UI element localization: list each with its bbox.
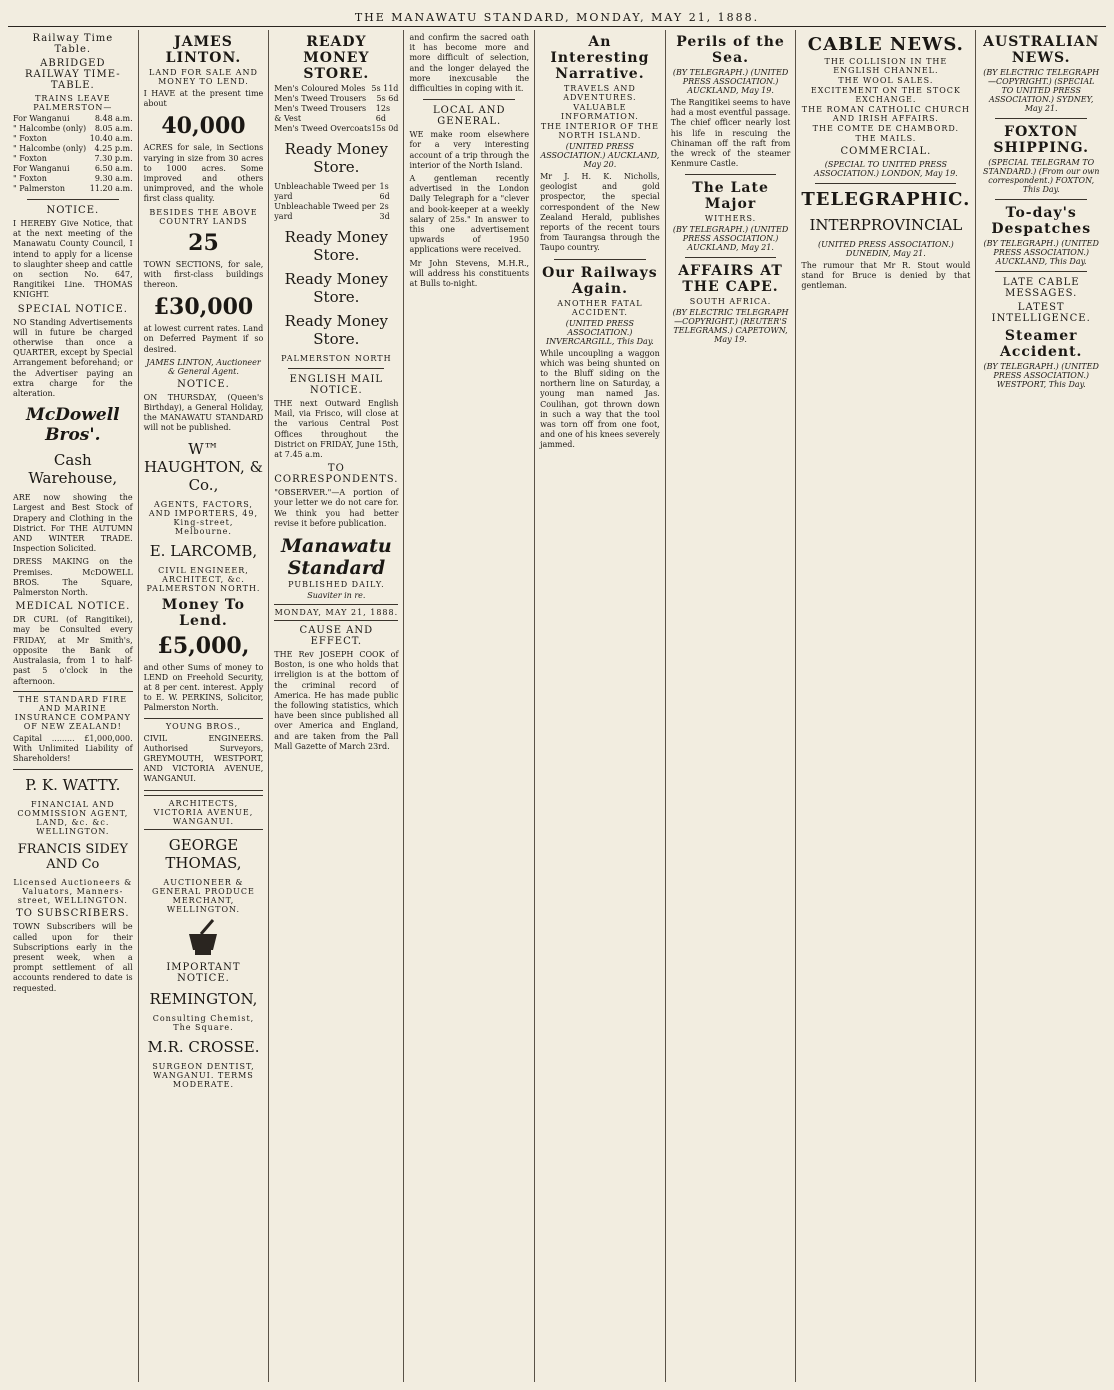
narrative-sub3: THE INTERIOR OF THE NORTH ISLAND.: [540, 122, 659, 140]
youngbros-architects: ARCHITECTS, VICTORIA AVENUE, WANGANUI.: [153, 798, 254, 826]
item-value: 4.25 p.m.: [94, 144, 133, 153]
insurance-title: THE STANDARD FIRE AND MARINE INSURANCE COMPANY OF NEW ZEALAND!: [14, 694, 131, 731]
item-value: 5s 11d: [371, 84, 399, 93]
item-label: Men's Coloured Moles: [274, 84, 366, 93]
item-value: 9.30 a.m.: [94, 174, 133, 183]
linton-intro: I HAVE at the present time about: [143, 89, 264, 109]
crosse-title: M.R. CROSSE.: [147, 1037, 260, 1056]
watty-title: P. K. WATTY.: [25, 776, 121, 795]
ready-money-2: Ready Money Store.: [284, 140, 389, 176]
masthead-motto: Suaviter in re.: [307, 591, 366, 601]
ready-money-location: PALMERSTON NORTH: [281, 354, 392, 363]
narrative-dateline: (UNITED PRESS ASSOCIATION.) AUCKLAND, May 20.: [540, 142, 660, 169]
item-label: For Wanganui: [13, 114, 70, 123]
narrative-sub1: TRAVELS AND ADVENTURES.: [563, 84, 637, 102]
item-label: Men's Tweed Trousers & Vest: [274, 104, 367, 123]
item-value: 1s 6d: [379, 182, 390, 201]
list-item: [274, 202, 398, 222]
cable-sub6: THE MAILS.: [855, 134, 917, 143]
railway-title: Railway Time Table.: [32, 33, 114, 55]
list-item: [274, 84, 398, 94]
linton-acres: ACRES for sale, in Sections varying in size from 30 acres to 1000 acres. Some improved and others unimproved, and the whole first class quality.: [143, 143, 264, 204]
railway-leave: TRAINS LEAVE PALMERSTON—: [33, 94, 113, 112]
list-item: [13, 144, 133, 154]
list-item: [13, 164, 133, 174]
telegraphic-title: TELEGRAPHIC.: [801, 189, 971, 210]
latest-intelligence-heading: LATEST INTELLIGENCE.: [991, 302, 1091, 324]
correspondents-heading: TO CORRESPONDENTS.: [274, 463, 399, 486]
subscribers-text: TOWN Subscribers will be called upon for their Subscriptions early in the present week, when a prompt settlement of all accounts rendered to date is requested.: [13, 922, 133, 993]
list-item: [13, 184, 133, 194]
item-label: Unbleachable Tweed per yard: [274, 182, 376, 201]
list-item: [13, 174, 133, 184]
item-value: 8.05 a.m.: [94, 124, 133, 133]
medical-heading: MEDICAL NOTICE.: [15, 601, 131, 613]
foxton-dateline: (SPECIAL TELEGRAM TO STANDARD.) (From our own correspondent.) FOXTON, This Day.: [983, 158, 1100, 194]
railway-subtitle: ABRIDGED RAILWAY TIME-TABLE.: [25, 58, 121, 91]
item-label: " Palmerston: [13, 184, 66, 193]
linton-signature: JAMES LINTON, Auctioneer & General Agent.: [146, 357, 261, 376]
newspaper-columns: [8, 30, 1106, 1382]
paper-title-date: THE MANAWATU STANDARD, MONDAY, MAY 21, 1888.: [354, 10, 760, 24]
masthead-sub: PUBLISHED DAILY.: [288, 580, 385, 590]
linton-sections: TOWN SECTIONS, for sale, with first-class buildings thereon.: [143, 259, 264, 290]
sections-number: 25: [188, 229, 219, 256]
railways-title: Our Railways Again.: [542, 264, 658, 297]
linton-sub: LAND FOR SALE AND MONEY TO LEND.: [149, 68, 258, 86]
list-item: [13, 154, 133, 164]
holiday-notice-heading: NOTICE.: [177, 378, 230, 390]
linton-besides: BESIDES THE ABOVE COUNTRY LANDS: [149, 207, 258, 226]
linton-rates: at lowest current rates. Land on Deferred Payment if so desired.: [143, 324, 264, 354]
item-value: 7.30 p.m.: [94, 154, 133, 163]
item-value: 6.50 a.m.: [94, 164, 133, 173]
column-7: [796, 30, 976, 1382]
steamer-accident-title: Steamer Accident.: [999, 328, 1083, 360]
cape-title: AFFAIRS AT THE CAPE.: [678, 263, 783, 296]
narrative-text: Mr J. H. K. Nicholls, geologist and gold prospector, the special correspondent of the New Zealand Herald, publishes reports of the recent tours from Taurangsa through the Taupo country.: [540, 172, 660, 253]
major-dateline: (BY TELEGRAPH.) (UNITED PRESS ASSOCIATION.) AUCKLAND, May 21.: [672, 225, 789, 253]
ready-money-title: READY MONEY STORE.: [303, 34, 370, 82]
mail-notice-heading: ENGLISH MAIL NOTICE.: [289, 374, 384, 396]
item-label: Men's Tweed Overcoats: [274, 124, 372, 133]
list-item: [13, 134, 133, 144]
crosse-sub: SURGEON DENTIST, WANGANUI. TERMS MODERATE.: [152, 1061, 255, 1089]
notice-heading: NOTICE.: [46, 205, 100, 216]
list-item: [274, 124, 398, 134]
railways-dateline: (UNITED PRESS ASSOCIATION.) INVERCARGILL, This Day.: [545, 318, 654, 346]
remington-sub: Consulting Chemist, The Square.: [152, 1013, 255, 1032]
cable-sub3: EXCITEMENT ON THE STOCK EXCHANGE.: [810, 86, 961, 104]
dressmaking-text: DRESS MAKING on the Premises. McDOWELL BROS. The Square, Palmerston North.: [13, 557, 133, 598]
item-label: " Halcombe (only): [13, 124, 87, 133]
perils-dateline: (BY TELEGRAPH.) (UNITED PRESS ASSOCIATION.) AUCKLAND, May 19.: [672, 68, 789, 95]
item-label: " Halcombe (only): [13, 144, 87, 153]
haughton-title: W™ HAUGHTON, & Co.,: [143, 439, 263, 494]
cable-news-title: CABLE NEWS.: [807, 34, 964, 55]
mortar-pestle-icon: [181, 918, 225, 958]
item-value: 8.48 a.m.: [94, 114, 133, 123]
mcdowell-subtitle: Cash Warehouse,: [28, 451, 118, 488]
cape-sub: SOUTH AFRICA.: [689, 297, 772, 307]
larcomb-title: E. LARCOMB,: [149, 541, 258, 560]
thomas-sub: AUCTIONEER & GENERAL PRODUCE MERCHANT, WELLINGTON.: [152, 877, 255, 914]
youngbros-title: YOUNG BROS.,: [165, 721, 242, 731]
column-8: [976, 30, 1106, 1382]
list-item: [274, 104, 398, 124]
holiday-notice-text: ON THURSDAY, (Queen's Birthday), a General Holiday, the MANAWATU STANDARD will not be published.: [143, 392, 264, 433]
medical-text: DR CURL (of Rangitikei), may be Consulted every FRIDAY, at Mr Smith's, opposite the Bank of Australasia, from 1 to half-past 5 o'clock in the afternoon.: [13, 615, 133, 686]
thomas-title: GEORGE THOMAS,: [165, 835, 242, 872]
important-notice-heading: IMPORTANT NOTICE.: [166, 961, 241, 984]
mcdowell-text: ARE now showing the Largest and Best Stock of Drapery and Clothing in the District. For THE AUTUMN AND WINTER TRADE. Inspection Solicited.: [13, 493, 133, 554]
larcomb-sub: CIVIL ENGINEER, ARCHITECT, &c. PALMERSTON NORTH.: [146, 565, 261, 593]
mcdowell-title: McDowell Bros'.: [26, 405, 120, 446]
item-label: Men's Tweed Trousers: [274, 94, 367, 103]
item-label: Unbleachable Tweed per yard: [274, 202, 376, 221]
cape-dateline: (BY ELECTRIC TELEGRAPH—COPYRIGHT.) (REUTER'S TELEGRAMS.) CAPETOWN, May 19.: [672, 308, 789, 345]
steamer-dateline: (BY TELEGRAPH.) (UNITED PRESS ASSOCIATION.) WESTPORT, This Day.: [983, 362, 1099, 389]
money-amount: £5,000,: [157, 632, 250, 659]
despatches-dateline: (BY TELEGRAPH.) (UNITED PRESS ASSOCIATION.) AUCKLAND, This Day.: [983, 239, 1099, 266]
watty-sub: FINANCIAL AND COMMISSION AGENT, LAND, &c. &c. WELLINGTON.: [17, 800, 129, 837]
price-list-2: [274, 182, 398, 222]
item-value: 2s 3d: [379, 202, 390, 221]
australian-dateline: (BY ELECTRIC TELEGRAPH—COPYRIGHT.) (SPECIAL TO UNITED PRESS ASSOCIATION.) SYDNEY, May 21.: [983, 68, 1100, 113]
sidey-sub: Licensed Auctioneers & Valuators, Manners-street, WELLINGTON.: [13, 878, 133, 906]
special-notice-text: NO Standing Advertisements will in future be charged otherwise than once a QUARTER, except by Special Arrangement beforehand; or the Advertiser paying an extra charge for the alteration.: [13, 317, 133, 399]
perils-title: Perils of the Sea.: [676, 34, 785, 66]
foxton-shipping-title: FOXTON SHIPPING.: [993, 124, 1090, 156]
item-label: " Foxton: [13, 154, 47, 163]
acres-number: 40,000: [161, 113, 246, 140]
column-4: [404, 30, 535, 1382]
perils-text: The Rangitikei seems to have had a most eventful passage. The chief officer nearly lost his life in rescuing the Chinaman off the raft from the wreck of the steamer Kenmure Castle.: [670, 98, 791, 169]
masthead-bar: [8, 8, 1106, 27]
timetable: [13, 114, 133, 194]
sidey-title: FRANCIS SIDEY AND Co: [17, 842, 128, 873]
item-label: " Foxton: [13, 174, 47, 183]
major-sub: WITHERS.: [704, 214, 757, 224]
list-item: [274, 182, 398, 202]
column-1: [8, 30, 139, 1382]
money-lend-title: Money To Lend.: [161, 596, 245, 629]
railways-text: While uncoupling a waggon which was being shunted on to the Bluff siding on the northern line on Saturday, a young man named Jas. Coulihan, got thrown down in such a way that the tool was torn off from one foot, and one of his knees severely jammed.: [540, 348, 660, 450]
price-list: [274, 84, 398, 134]
ready-money-3: Ready Money Store.: [284, 228, 389, 264]
despatches-title: To-day's Despatches: [991, 205, 1092, 237]
item-label: " Foxton: [13, 134, 47, 143]
money-text: and other Sums of money to LEND on Freehold Security, at 8 per cent. interest. Apply to E. W. PERKINS, Solicitor, Palmerston North.: [143, 662, 264, 713]
column-3: [269, 30, 404, 1382]
loan-amount: £30,000: [153, 294, 254, 321]
item-value: 10.40 a.m.: [89, 134, 133, 143]
cable-sub2: THE WOOL SALES.: [838, 76, 934, 85]
issue-date: MONDAY, MAY 21, 1888.: [274, 608, 399, 618]
correspondents-text: "OBSERVER."—A portion of your letter we do not care for. We think you had better revise it before publication.: [274, 488, 399, 528]
column-5: [535, 30, 666, 1382]
cable-sub1: THE COLLISION IN THE ENGLISH CHANNEL.: [824, 57, 948, 75]
interprovincial-title: INTERPROVINCIAL: [809, 216, 963, 234]
youngbros-text: CIVIL ENGINEERS. Authorised Surveyors, GREYMOUTH, WESTPORT, AND VICTORIA AVENUE, WANGANUI.: [143, 733, 264, 784]
subscribers-heading: TO SUBSCRIBERS.: [16, 908, 130, 920]
standard-masthead: Manawatu Standard: [280, 535, 392, 580]
cause-heading: CAUSE AND EFFECT.: [299, 625, 374, 648]
narrative-sub2: VALUABLE INFORMATION.: [560, 103, 639, 121]
ready-money-4: Ready Money Store.: [284, 270, 389, 306]
australian-news-title: AUSTRALIAN NEWS.: [983, 34, 1100, 66]
list-item: [274, 94, 398, 104]
cause-text: THE Rev JOSEPH COOK of Boston, is one who holds that irreligion is at the bottom of the criminal record of America. He has made public the following statistics, which have been since published all over America and England, and are taken from the Pall Mall Gazette of March 23rd.: [274, 650, 399, 751]
special-notice-heading: SPECIAL NOTICE.: [17, 303, 128, 315]
cable-sub4: THE ROMAN CATHOLIC CHURCH AND IRISH AFFAIRS.: [801, 105, 970, 123]
major-title: The Late Major: [692, 180, 769, 213]
column-6: [666, 30, 797, 1382]
narrative-title: An Interesting Narrative.: [550, 34, 650, 82]
editorial-continued: and confirm the sacred oath it has become more and more difficult of selection, and the longer delayed the more inexcusable the difficulties in coping with it.: [409, 33, 530, 94]
late-cable-heading: LATE CABLE MESSAGES.: [1002, 277, 1080, 299]
list-item: [13, 124, 133, 134]
interprovincial-dateline: (UNITED PRESS ASSOCIATION.) DUNEDIN, May 21.: [818, 240, 954, 258]
column-2: [139, 30, 270, 1382]
haughton-sub: AGENTS, FACTORS, AND IMPORTERS, 49, King-street, Melbourne.: [148, 499, 259, 536]
cable-sub5: THE COMTE DE CHAMBORD.: [812, 124, 960, 133]
mail-notice-text: THE next Outward English Mail, via Frisco, will close at the various Central Post Offices throughout the District on FRIDAY, June 15th, at 7.45 a.m.: [274, 399, 399, 460]
commercial-dateline: (SPECIAL TO UNITED PRESS ASSOCIATION.) LONDON, May 19.: [814, 160, 958, 178]
local-general-heading: LOCAL AND GENERAL.: [432, 105, 506, 128]
interprovincial-text: The rumour that Mr R. Stout would stand for Bruce is denied by that gentleman.: [801, 261, 971, 291]
railways-sub: ANOTHER FATAL ACCIDENT.: [557, 298, 643, 317]
remington-title: REMINGTON,: [149, 989, 258, 1008]
linton-title: JAMES LINTON.: [165, 34, 242, 66]
local-item-2: A gentleman recently advertised in the London Daily Telegraph for a "clever and book-keeper at a weekly salary of 25s." In answer to this one advertisement upwards of 1950 applications were received.: [409, 174, 530, 255]
local-item-1: WE make room elsewhere for a very interesting account of a trip through the interior of the North Island.: [409, 130, 530, 170]
insurance-text: Capital ......... £1,000,000. With Unlimited Liability of Shareholders!: [13, 733, 133, 764]
notice-text: I HEREBY Give Notice, that at the next meeting of the Manawatu County Council, I intend to apply for a license to slaughter sheep and cattle on section No. 647, Rangitikei Line. THOMAS KNIGHT.: [13, 219, 133, 300]
ready-money-5: Ready Money Store.: [284, 312, 389, 348]
item-value: 15s 0d: [371, 124, 399, 133]
item-value: 11.20 a.m.: [89, 184, 133, 193]
list-item: [13, 114, 133, 124]
local-item-3: Mr John Stevens, M.H.R., will address his constituents at Bulls to-night.: [409, 258, 530, 289]
item-label: For Wanganui: [13, 164, 70, 173]
item-value: 12s 6d: [375, 104, 391, 123]
item-value: 5s 6d: [376, 94, 399, 103]
commercial-heading: COMMERCIAL.: [840, 146, 932, 157]
